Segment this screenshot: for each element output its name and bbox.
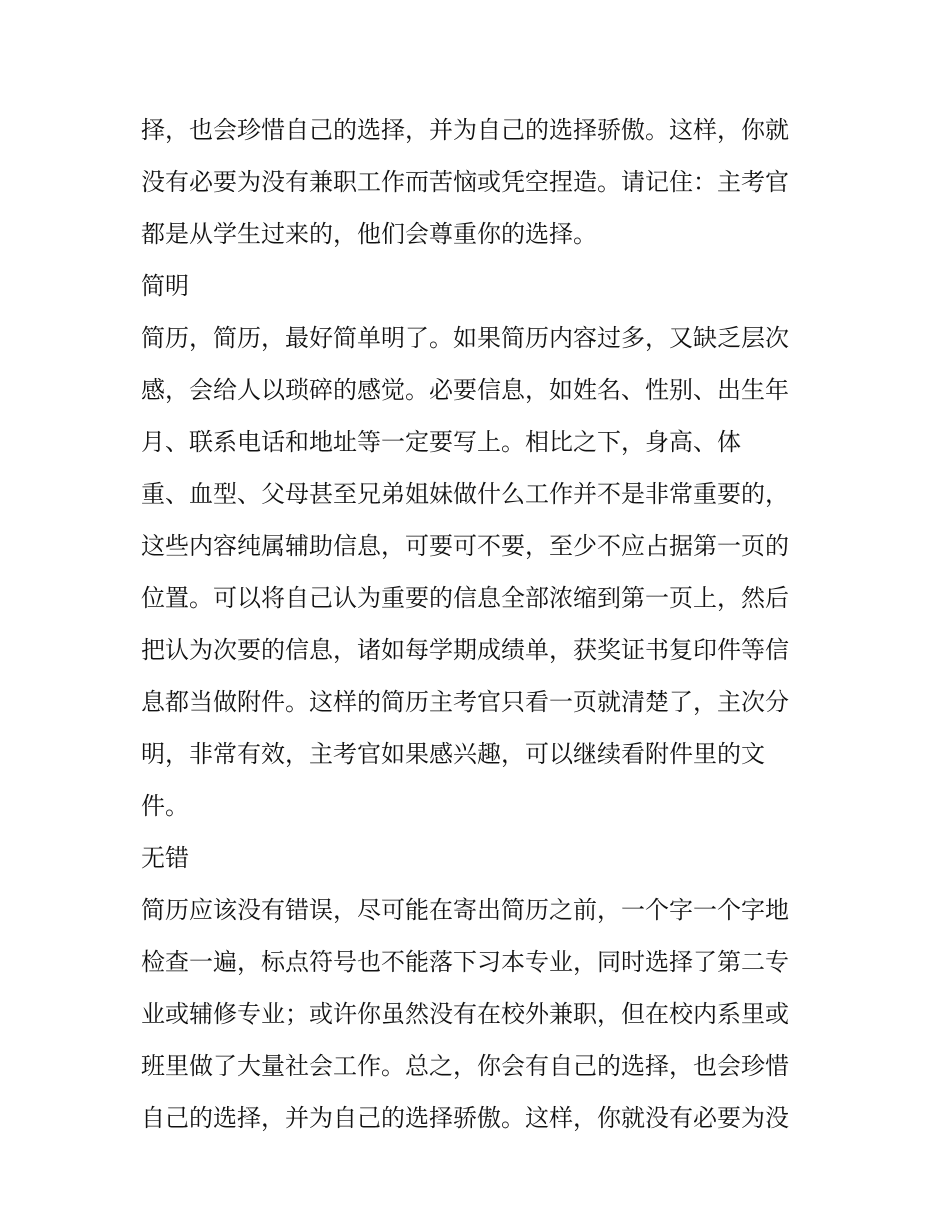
text-line: 简历，简历，最好简单明了。如果简历内容过多，又缺乏层次 xyxy=(141,324,789,352)
text-line: 把认为次要的信息，诸如每学期成绩单，获奖证书复印件等信 xyxy=(141,636,789,664)
text-line: 业或辅修专业；或许你虽然没有在校外兼职，但在校内系里或 xyxy=(141,1000,789,1028)
text-line: 件。 xyxy=(141,792,189,820)
text-line: 都是从学生过来的，他们会尊重你的选择。 xyxy=(141,220,597,248)
text-line: 这些内容纯属辅助信息，可要可不要，至少不应占据第一页的 xyxy=(141,532,789,560)
text-line: 息都当做附件。这样的简历主考官只看一页就清楚了，主次分 xyxy=(141,688,789,716)
text-line: 感，会给人以琐碎的感觉。必要信息，如姓名、性别、出生年 xyxy=(141,376,789,404)
text-line: 明，非常有效，主考官如果感兴趣，可以继续看附件里的文 xyxy=(141,740,765,768)
text-line: 择，也会珍惜自己的选择，并为自己的选择骄傲。这样，你就 xyxy=(141,116,789,144)
text-line: 简历应该没有错误，尽可能在寄出简历之前，一个字一个字地 xyxy=(141,896,789,924)
text-line: 检查一遍，标点符号也不能落下习本专业，同时选择了第二专 xyxy=(141,948,789,976)
section-heading-concise: 简明 xyxy=(141,272,189,300)
text-line: 自己的选择，并为自己的选择骄傲。这样，你就没有必要为没 xyxy=(141,1104,789,1132)
text-line: 没有必要为没有兼职工作而苦恼或凭空捏造。请记住：主考官 xyxy=(141,168,789,196)
text-line: 班里做了大量社会工作。总之，你会有自己的选择，也会珍惜 xyxy=(141,1052,789,1080)
document-body xyxy=(141,104,821,1144)
section-heading-error-free: 无错 xyxy=(141,844,189,872)
text-line: 月、联系电话和地址等一定要写上。相比之下，身高、体 xyxy=(141,428,741,456)
text-line: 重、血型、父母甚至兄弟姐妹做什么工作并不是非常重要的， xyxy=(141,480,789,508)
text-line: 位置。可以将自己认为重要的信息全部浓缩到第一页上，然后 xyxy=(141,584,789,612)
